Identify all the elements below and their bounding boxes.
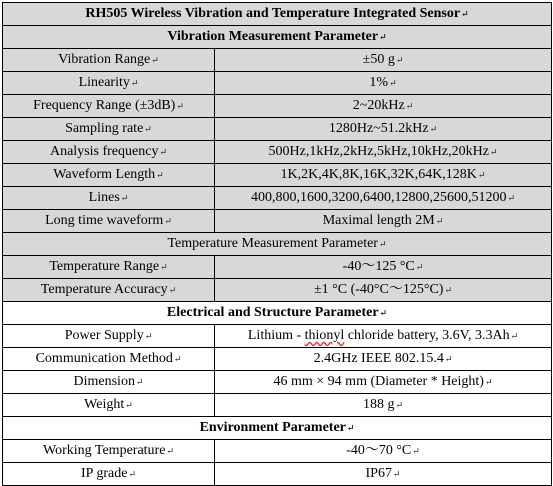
paragraph-mark-icon: ↵ bbox=[379, 308, 388, 318]
row-label-text: Linearity bbox=[78, 75, 130, 90]
row-label bbox=[3, 394, 215, 417]
row-value-text: -40～70 °C bbox=[346, 443, 412, 458]
paragraph-mark-icon: ↵ bbox=[444, 354, 453, 364]
paragraph-mark-icon: ↵ bbox=[477, 170, 486, 180]
row-value bbox=[215, 118, 552, 141]
table-row bbox=[3, 72, 552, 95]
row-value bbox=[215, 371, 552, 394]
row-value-text: 2.4GHz IEEE 802.15.4 bbox=[313, 351, 444, 366]
row-value bbox=[215, 256, 552, 279]
paragraph-mark-icon: ↵ bbox=[130, 78, 139, 88]
row-label-text: IP grade bbox=[80, 466, 128, 481]
row-value-text: ±50 g bbox=[362, 52, 395, 67]
paragraph-mark-icon: ↵ bbox=[144, 124, 152, 134]
row-value-text: chloride battery, 3.6V, 3.3Ah bbox=[344, 328, 510, 343]
section-header-text: Electrical and Structure Parameter bbox=[166, 305, 379, 320]
row-value bbox=[215, 49, 552, 72]
paragraph-mark-icon: ↵ bbox=[392, 469, 401, 479]
spellcheck-word: thionyl bbox=[304, 328, 345, 343]
row-value bbox=[215, 325, 552, 348]
paragraph-mark-icon: ↵ bbox=[429, 124, 438, 134]
row-label bbox=[3, 371, 215, 394]
row-value-text: 1% bbox=[369, 75, 389, 90]
paragraph-mark-icon: ↵ bbox=[378, 239, 387, 249]
paragraph-mark-icon: ↵ bbox=[176, 101, 184, 111]
row-value-text: ±1 °C (-40°C～125°C) bbox=[313, 282, 444, 297]
row-label-text: Temperature Range bbox=[49, 259, 160, 274]
table-row bbox=[3, 187, 552, 210]
section-header-text: Temperature Measurement Parameter bbox=[167, 236, 378, 251]
paragraph-mark-icon: ↵ bbox=[489, 147, 498, 157]
row-value-text: 188 g bbox=[362, 397, 395, 412]
row-label-text: Working Temperature bbox=[43, 443, 166, 458]
table-row bbox=[3, 279, 552, 302]
paragraph-mark-icon: ↵ bbox=[120, 193, 129, 203]
paragraph-mark-icon: ↵ bbox=[435, 216, 444, 226]
row-value bbox=[215, 463, 552, 486]
paragraph-mark-icon: ↵ bbox=[160, 262, 168, 272]
row-value bbox=[215, 164, 552, 187]
row-label-text: Sampling rate bbox=[65, 121, 144, 136]
section-header-row bbox=[3, 26, 552, 49]
paragraph-mark-icon: ↵ bbox=[164, 216, 172, 226]
row-value bbox=[215, 187, 552, 210]
row-value bbox=[215, 210, 552, 233]
row-label-text: Analysis frequency bbox=[49, 144, 159, 159]
section-header-row bbox=[3, 417, 552, 440]
row-label-text: Lines bbox=[88, 190, 120, 205]
row-label bbox=[3, 141, 215, 164]
table-title-text: RH505 Wireless Vibration and Temperature Integrated Sensor bbox=[85, 6, 461, 21]
row-value-text: Lithium - bbox=[247, 328, 305, 343]
paragraph-mark-icon: ↵ bbox=[166, 446, 174, 456]
paragraph-mark-icon: ↵ bbox=[461, 9, 469, 19]
paragraph-mark-icon: ↵ bbox=[415, 262, 424, 272]
paragraph-mark-icon: ↵ bbox=[151, 55, 159, 65]
table-row bbox=[3, 440, 552, 463]
table-row bbox=[3, 325, 552, 348]
paragraph-mark-icon: ↵ bbox=[484, 377, 493, 387]
row-label-text: Waveform Length bbox=[53, 167, 156, 182]
row-label bbox=[3, 463, 215, 486]
row-label bbox=[3, 325, 215, 348]
section-header-environment bbox=[3, 417, 552, 440]
title-row bbox=[3, 3, 552, 26]
row-value-text: 46 mm × 94 mm (Diameter * Height) bbox=[273, 374, 484, 389]
row-label bbox=[3, 210, 215, 233]
row-value bbox=[215, 440, 552, 463]
row-label bbox=[3, 348, 215, 371]
paragraph-mark-icon: ↵ bbox=[389, 78, 397, 88]
row-value-text: Maximal length 2M bbox=[322, 213, 435, 228]
row-label bbox=[3, 279, 215, 302]
paragraph-mark-icon: ↵ bbox=[510, 331, 519, 341]
row-label bbox=[3, 187, 215, 210]
row-label-text: Temperature Accuracy bbox=[40, 282, 168, 297]
row-value bbox=[215, 141, 552, 164]
paragraph-mark-icon: ↵ bbox=[159, 147, 167, 157]
row-value bbox=[215, 279, 552, 302]
paragraph-mark-icon: ↵ bbox=[395, 400, 404, 410]
row-value-text: 2~20kHz bbox=[352, 98, 405, 113]
table-title bbox=[3, 3, 552, 26]
row-value-text: 400,800,1600,3200,6400,12800,25600,51200 bbox=[250, 190, 507, 205]
table-row bbox=[3, 256, 552, 279]
table-row bbox=[3, 141, 552, 164]
row-label bbox=[3, 256, 215, 279]
row-label bbox=[3, 118, 215, 141]
paragraph-mark-icon: ↵ bbox=[135, 377, 144, 387]
row-label bbox=[3, 72, 215, 95]
paragraph-mark-icon: ↵ bbox=[144, 331, 153, 341]
table-row bbox=[3, 394, 552, 417]
table-row bbox=[3, 49, 552, 72]
section-header-row bbox=[3, 302, 552, 325]
table-row bbox=[3, 463, 552, 486]
row-label-text: Power Supply bbox=[64, 328, 144, 343]
spec-table bbox=[2, 2, 552, 486]
paragraph-mark-icon: ↵ bbox=[346, 423, 355, 433]
table-row bbox=[3, 164, 552, 187]
section-header-temperature bbox=[3, 233, 552, 256]
paragraph-mark-icon: ↵ bbox=[444, 285, 453, 295]
paragraph-mark-icon: ↵ bbox=[173, 354, 182, 364]
row-label-text: Weight bbox=[84, 397, 125, 412]
section-header-electrical bbox=[3, 302, 552, 325]
row-label-text: Long time waveform bbox=[45, 213, 164, 228]
row-value-text: -40～125 °C bbox=[342, 259, 415, 274]
paragraph-mark-icon: ↵ bbox=[156, 170, 164, 180]
row-label bbox=[3, 49, 215, 72]
row-value bbox=[215, 394, 552, 417]
paragraph-mark-icon: ↵ bbox=[168, 285, 177, 295]
section-header-row bbox=[3, 233, 552, 256]
row-value-text: 1280Hz~51.2kHz bbox=[328, 121, 429, 136]
row-label bbox=[3, 95, 215, 118]
row-value-text: IP67 bbox=[365, 466, 392, 481]
row-label-text: Frequency Range (±3dB) bbox=[33, 98, 176, 113]
paragraph-mark-icon: ↵ bbox=[379, 32, 387, 42]
table-row bbox=[3, 371, 552, 394]
paragraph-mark-icon: ↵ bbox=[412, 446, 420, 456]
row-value bbox=[215, 95, 552, 118]
paragraph-mark-icon: ↵ bbox=[395, 55, 404, 65]
section-header-text: Vibration Measurement Parameter bbox=[167, 29, 379, 44]
row-label-text: Vibration Range bbox=[58, 52, 151, 67]
row-value bbox=[215, 348, 552, 371]
row-value-text: 1K,2K,4K,8K,16K,32K,64K,128K bbox=[280, 167, 477, 182]
row-label-text: Dimension bbox=[73, 374, 135, 389]
section-header-text: Environment Parameter bbox=[199, 420, 346, 435]
paragraph-mark-icon: ↵ bbox=[125, 400, 133, 410]
table-row bbox=[3, 348, 552, 371]
row-label bbox=[3, 164, 215, 187]
paragraph-mark-icon: ↵ bbox=[128, 469, 137, 479]
row-value bbox=[215, 72, 552, 95]
table-row bbox=[3, 118, 552, 141]
row-value-text: 500Hz,1kHz,2kHz,5kHz,10kHz,20kHz bbox=[268, 144, 489, 159]
row-label bbox=[3, 440, 215, 463]
table-row bbox=[3, 210, 552, 233]
paragraph-mark-icon: ↵ bbox=[507, 193, 516, 203]
row-label-text: Communication Method bbox=[35, 351, 173, 366]
paragraph-mark-icon: ↵ bbox=[405, 101, 414, 111]
table-row bbox=[3, 95, 552, 118]
section-header-vibration bbox=[3, 26, 552, 49]
